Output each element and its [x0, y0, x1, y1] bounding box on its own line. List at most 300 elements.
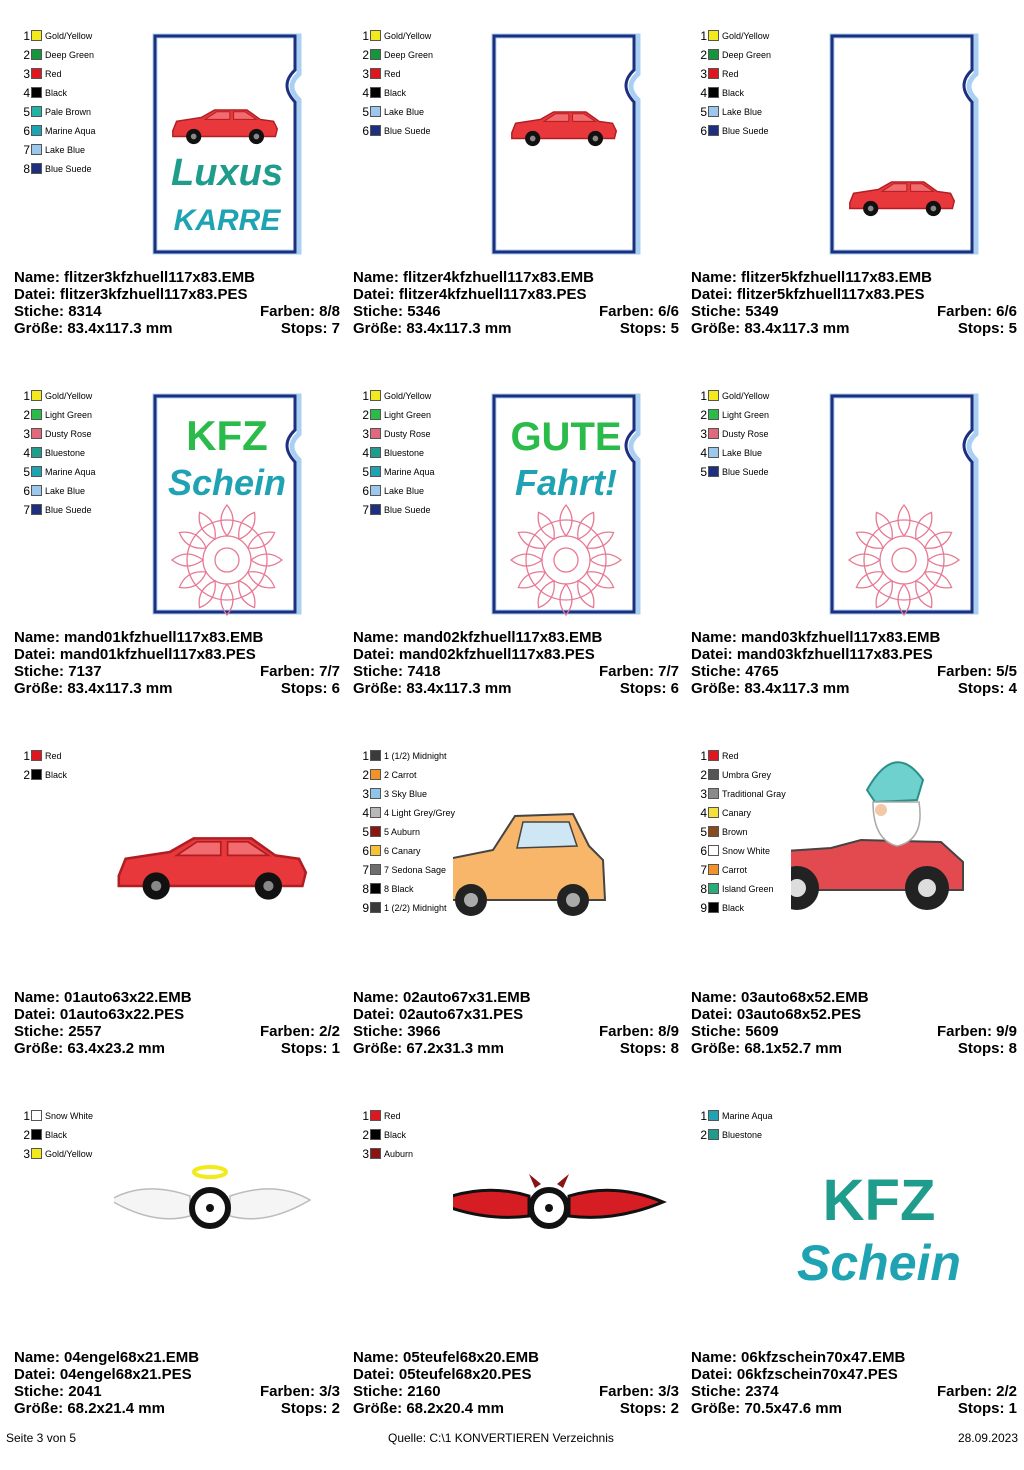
stitches-row: [691, 1023, 1017, 1040]
file-row: [353, 286, 679, 303]
thread-swatch: [370, 409, 381, 420]
size-label: Größe:: [14, 1400, 64, 1417]
design-info: [691, 989, 1017, 1057]
file-row: [691, 1006, 1017, 1023]
file-value: flitzer4kfzhuell117x83.PES: [398, 286, 587, 303]
design-info: [691, 269, 1017, 337]
thread-row: [18, 428, 148, 447]
stitches-value: 5346: [407, 303, 441, 320]
stitches-value: 2557: [68, 1023, 102, 1040]
thread-name: Lake Blue: [45, 145, 86, 155]
thread-swatch: [708, 845, 719, 856]
thread-swatch: [31, 144, 42, 155]
design-card: [353, 30, 691, 390]
thread-name: 2 Carrot: [384, 770, 417, 780]
colors-label: Farben:: [936, 663, 992, 680]
thread-number: 2: [362, 409, 369, 422]
thread-row: [18, 485, 148, 504]
thread-row: [695, 106, 825, 125]
thread-swatch: [370, 788, 381, 799]
stitches-label: Stiche:: [353, 1023, 404, 1040]
svg-text:GUTE: GUTE: [510, 415, 622, 459]
stops-label: Stops:: [619, 680, 667, 697]
thread-number: 4: [700, 807, 707, 820]
file-row: [14, 286, 340, 303]
colors-value: 8/8: [319, 303, 340, 320]
thread-number: 3: [362, 428, 369, 441]
thread-name: Light Green: [722, 410, 770, 420]
thread-name: Gold/Yellow: [45, 31, 93, 41]
thread-number: 2: [23, 769, 30, 782]
design-info: [353, 989, 679, 1057]
thread-row: [18, 447, 148, 466]
thread-name: Marine Aqua: [45, 126, 96, 136]
thread-name: Black: [45, 770, 68, 780]
thread-number: 7: [23, 504, 30, 517]
size-row: [14, 680, 340, 697]
thread-name: Island Green: [722, 884, 774, 894]
thread-swatch: [708, 883, 719, 894]
design-card: [691, 30, 1024, 390]
thread-row: [357, 447, 487, 466]
design-info: [353, 629, 679, 697]
name-label: Name:: [353, 1349, 399, 1366]
thread-name: Lake Blue: [722, 448, 763, 458]
colors-value: 2/2: [996, 1383, 1017, 1400]
design-preview: [478, 30, 653, 260]
thread-swatch: [31, 125, 42, 136]
name-label: Name:: [353, 629, 399, 646]
thread-row: [695, 49, 825, 68]
thread-row: [695, 87, 825, 106]
stops-value: 8: [1008, 1040, 1017, 1057]
thread-swatch: [370, 1129, 381, 1140]
thread-number: 6: [23, 125, 30, 138]
svg-text:Schein: Schein: [167, 462, 287, 503]
thread-swatch: [708, 125, 719, 136]
thread-swatch: [370, 125, 381, 136]
name-row: [353, 989, 679, 1006]
stitches-label: Stiche:: [353, 663, 404, 680]
name-value: mand03kfzhuell117x83.EMB: [741, 629, 941, 646]
stops-value: 8: [670, 1040, 679, 1057]
thread-number: 3: [362, 1148, 369, 1161]
thread-row: [357, 466, 487, 485]
thread-number: 2: [700, 409, 707, 422]
thread-name: 1 (2/2) Midnight: [384, 903, 447, 913]
stitches-value: 2374: [745, 1383, 779, 1400]
thread-swatch: [370, 845, 381, 856]
thread-swatch: [708, 807, 719, 818]
thread-swatch: [708, 30, 719, 41]
name-row: [14, 1349, 340, 1366]
design-card: [691, 390, 1024, 750]
name-row: [691, 989, 1017, 1006]
thread-row: [18, 87, 148, 106]
stitches-row: [691, 1383, 1017, 1400]
colors-value: 8/9: [658, 1023, 679, 1040]
thread-name: Lake Blue: [384, 107, 425, 117]
thread-number: 1: [362, 750, 369, 763]
stops-value: 2: [670, 1400, 679, 1417]
thread-name: Blue Suede: [45, 164, 92, 174]
name-label: Name:: [353, 269, 399, 286]
size-value: 68.1x52.7 mm: [744, 1040, 842, 1057]
thread-swatch: [708, 902, 719, 913]
thread-number: 5: [700, 466, 707, 479]
stitches-row: [353, 663, 679, 680]
thread-swatch: [370, 750, 381, 761]
thread-number: 4: [362, 87, 369, 100]
colors-label: Farben:: [598, 303, 654, 320]
stitches-value: 7418: [407, 663, 441, 680]
colors-field: [937, 1023, 1017, 1040]
thread-row: [18, 390, 148, 409]
thread-name: Auburn: [384, 1149, 414, 1159]
thread-row: [18, 144, 148, 163]
thread-number: 2: [23, 1129, 30, 1142]
thread-number: 1: [23, 30, 30, 43]
svg-text:Luxus: Luxus: [171, 152, 283, 194]
thread-name: Black: [722, 88, 745, 98]
thread-name: Gold/Yellow: [45, 391, 93, 401]
stops-value: 1: [331, 1040, 340, 1057]
thread-number: 4: [700, 87, 707, 100]
file-value: mand01kfzhuell117x83.PES: [59, 646, 256, 663]
colors-label: Farben:: [936, 303, 992, 320]
name-label: Name:: [353, 989, 399, 1006]
thread-swatch: [708, 49, 719, 60]
design-info: [14, 269, 340, 337]
footer-date: 28.09.2023: [957, 1431, 1018, 1445]
colors-value: 7/7: [658, 663, 679, 680]
thread-name: Blue Suede: [722, 467, 769, 477]
thread-swatch: [708, 750, 719, 761]
colors-value: 6/6: [996, 303, 1017, 320]
thread-name: Pale Brown: [45, 107, 92, 117]
design-info: [14, 989, 340, 1057]
name-row: [353, 629, 679, 646]
stops-field: [281, 680, 340, 697]
file-value: 02auto67x31.PES: [398, 1006, 524, 1023]
thread-number: 2: [700, 1129, 707, 1142]
thread-row: [695, 390, 825, 409]
thread-name: Gold/Yellow: [722, 31, 770, 41]
thread-row: [357, 87, 487, 106]
design-card: [353, 750, 691, 1110]
thread-number: 5: [362, 466, 369, 479]
thread-name: Brown: [722, 827, 748, 837]
file-label: Datei:: [353, 1006, 395, 1023]
thread-swatch: [370, 30, 381, 41]
design-preview: [453, 1110, 628, 1340]
thread-row: [695, 466, 825, 485]
file-value: flitzer3kfzhuell117x83.PES: [59, 286, 248, 303]
thread-row: [695, 68, 825, 87]
thread-swatch: [31, 106, 42, 117]
colors-label: Farben:: [259, 663, 315, 680]
thread-number: 8: [23, 163, 30, 176]
stops-label: Stops:: [957, 320, 1005, 337]
colors-value: 5/5: [996, 663, 1017, 680]
thread-swatch: [370, 864, 381, 875]
thread-swatch: [31, 163, 42, 174]
size-row: [353, 1040, 679, 1057]
thread-number: 5: [362, 106, 369, 119]
thread-swatch: [370, 68, 381, 79]
thread-name: 7 Sedona Sage: [384, 865, 447, 875]
colors-label: Farben:: [936, 1023, 992, 1040]
thread-swatch: [31, 390, 42, 401]
design-card: [14, 1110, 352, 1470]
file-row: [14, 646, 340, 663]
colors-field: [260, 1023, 340, 1040]
thread-name: Black: [384, 1130, 407, 1140]
thread-swatch: [31, 1110, 42, 1121]
design-card: [14, 390, 352, 750]
thread-name: 6 Canary: [384, 846, 421, 856]
size-value: 68.2x21.4 mm: [67, 1400, 165, 1417]
size-row: [14, 1040, 340, 1057]
design-preview: [791, 1110, 966, 1340]
thread-number: 6: [362, 485, 369, 498]
thread-number: 8: [362, 883, 369, 896]
colors-value: 7/7: [319, 663, 340, 680]
colors-field: [599, 1383, 679, 1400]
thread-name: Red: [384, 69, 401, 79]
thread-number: 1: [700, 750, 707, 763]
size-value: 83.4x117.3 mm: [406, 320, 512, 337]
name-label: Name:: [691, 1349, 737, 1366]
thread-swatch: [31, 466, 42, 477]
colors-field: [937, 1383, 1017, 1400]
design-info: [691, 629, 1017, 697]
thread-row: [18, 49, 148, 68]
stitches-label: Stiche:: [14, 303, 65, 320]
thread-name: Red: [45, 69, 62, 79]
stitches-value: 4765: [745, 663, 779, 680]
name-row: [14, 989, 340, 1006]
design-card: [353, 1110, 691, 1470]
thread-swatch: [370, 1148, 381, 1159]
thread-swatch: [31, 49, 42, 60]
name-row: [353, 1349, 679, 1366]
stitches-label: Stiche:: [14, 663, 65, 680]
thread-name: Black: [45, 88, 68, 98]
size-label: Größe:: [353, 320, 403, 337]
thread-name: Gold/Yellow: [384, 31, 432, 41]
svg-text:Fahrt!: Fahrt!: [515, 462, 617, 503]
design-preview: [816, 30, 991, 260]
thread-swatch: [370, 902, 381, 913]
thread-row: [18, 125, 148, 144]
thread-number: 3: [700, 68, 707, 81]
size-value: 70.5x47.6 mm: [744, 1400, 842, 1417]
colors-label: Farben:: [936, 1383, 992, 1400]
colors-field: [260, 303, 340, 320]
file-value: flitzer5kfzhuell117x83.PES: [736, 286, 925, 303]
thread-name: Black: [45, 1130, 68, 1140]
design-info: [14, 1349, 340, 1417]
thread-name: Deep Green: [384, 50, 434, 60]
thread-number: 3: [23, 428, 30, 441]
size-row: [691, 680, 1017, 697]
file-row: [14, 1366, 340, 1383]
name-value: 01auto63x22.EMB: [64, 989, 192, 1006]
thread-number: 6: [362, 845, 369, 858]
stops-field: [958, 320, 1017, 337]
file-label: Datei:: [691, 1366, 733, 1383]
file-row: [353, 1366, 679, 1383]
thread-number: 7: [362, 504, 369, 517]
thread-number: 3: [700, 788, 707, 801]
design-preview: [478, 390, 653, 620]
name-row: [353, 269, 679, 286]
thread-number: 2: [362, 49, 369, 62]
design-card: [691, 1110, 1024, 1470]
colors-field: [599, 1023, 679, 1040]
name-row: [691, 629, 1017, 646]
thread-legend: [695, 390, 825, 485]
stops-value: 5: [670, 320, 679, 337]
file-label: Datei:: [353, 646, 395, 663]
svg-text:KFZ: KFZ: [186, 412, 268, 459]
thread-number: 1: [23, 390, 30, 403]
thread-name: Black: [384, 88, 407, 98]
thread-row: [357, 390, 487, 409]
thread-row: [357, 68, 487, 87]
size-value: 83.4x117.3 mm: [744, 320, 850, 337]
file-value: 01auto63x22.PES: [59, 1006, 185, 1023]
name-label: Name:: [14, 629, 60, 646]
file-label: Datei:: [691, 286, 733, 303]
svg-text:KFZ: KFZ: [822, 1168, 936, 1233]
colors-value: 6/6: [658, 303, 679, 320]
thread-name: Bluestone: [384, 448, 425, 458]
thread-number: 2: [362, 1129, 369, 1142]
stops-field: [620, 1040, 679, 1057]
stitches-row: [691, 303, 1017, 320]
thread-swatch: [31, 447, 42, 458]
thread-name: Marine Aqua: [384, 467, 435, 477]
stitches-row: [353, 303, 679, 320]
thread-name: 8 Black: [384, 884, 414, 894]
thread-legend: [695, 30, 825, 144]
thread-name: Dusty Rose: [722, 429, 769, 439]
thread-number: 2: [362, 769, 369, 782]
thread-number: 8: [700, 883, 707, 896]
design-preview: [453, 750, 628, 980]
name-label: Name:: [691, 989, 737, 1006]
thread-swatch: [708, 1129, 719, 1140]
thread-swatch: [370, 485, 381, 496]
thread-swatch: [370, 883, 381, 894]
stops-value: 5: [1008, 320, 1017, 337]
thread-name: Red: [45, 751, 62, 761]
design-preview: [816, 390, 991, 620]
thread-name: Umbra Grey: [722, 770, 772, 780]
thread-number: 2: [23, 409, 30, 422]
thread-name: Dusty Rose: [384, 429, 431, 439]
thread-swatch: [31, 769, 42, 780]
thread-row: [18, 466, 148, 485]
thread-swatch: [31, 428, 42, 439]
colors-value: 3/3: [658, 1383, 679, 1400]
thread-number: 5: [23, 466, 30, 479]
thread-number: 6: [23, 485, 30, 498]
thread-row: [18, 68, 148, 87]
stops-field: [281, 320, 340, 337]
colors-field: [937, 663, 1017, 680]
thread-row: [695, 125, 825, 144]
name-value: mand01kfzhuell117x83.EMB: [64, 629, 264, 646]
footer-source: Quelle: C:\1 KONVERTIEREN Verzeichnis: [388, 1431, 614, 1445]
thread-number: 7: [362, 864, 369, 877]
stitches-row: [353, 1383, 679, 1400]
thread-number: 3: [23, 1148, 30, 1161]
name-value: 06kfzschein70x47.EMB: [741, 1349, 906, 1366]
name-value: 05teufel68x20.EMB: [403, 1349, 539, 1366]
stitches-value: 2041: [68, 1383, 102, 1400]
colors-field: [937, 303, 1017, 320]
size-row: [353, 1400, 679, 1417]
colors-label: Farben:: [598, 1023, 654, 1040]
thread-swatch: [31, 1129, 42, 1140]
stitches-row: [14, 1383, 340, 1400]
size-label: Größe:: [691, 1400, 741, 1417]
thread-name: Bluestone: [45, 448, 86, 458]
design-info: [14, 629, 340, 697]
thread-swatch: [708, 788, 719, 799]
stops-label: Stops:: [619, 1400, 667, 1417]
thread-row: [357, 409, 487, 428]
thread-name: Blue Suede: [722, 126, 769, 136]
stops-field: [958, 1040, 1017, 1057]
thread-name: Deep Green: [45, 50, 95, 60]
thread-row: [18, 504, 148, 523]
thread-number: 1: [23, 1110, 30, 1123]
file-label: Datei:: [691, 646, 733, 663]
file-label: Datei:: [691, 1006, 733, 1023]
size-value: 83.4x117.3 mm: [67, 680, 173, 697]
thread-swatch: [31, 750, 42, 761]
thread-legend: [18, 390, 148, 523]
thread-name: Marine Aqua: [45, 467, 96, 477]
stops-field: [620, 320, 679, 337]
design-preview: [139, 30, 314, 260]
thread-number: 5: [700, 826, 707, 839]
name-value: 03auto68x52.EMB: [741, 989, 869, 1006]
thread-number: 2: [23, 49, 30, 62]
thread-name: 4 Light Grey/Grey: [384, 808, 456, 818]
thread-name: Light Green: [45, 410, 93, 420]
size-value: 63.4x23.2 mm: [67, 1040, 165, 1057]
thread-number: 3: [362, 788, 369, 801]
stitches-label: Stiche:: [691, 303, 742, 320]
file-row: [353, 646, 679, 663]
colors-label: Farben:: [259, 1383, 315, 1400]
thread-swatch: [708, 428, 719, 439]
file-value: 06kfzschein70x47.PES: [736, 1366, 898, 1383]
colors-label: Farben:: [259, 1023, 315, 1040]
stitches-row: [14, 1023, 340, 1040]
file-value: 04engel68x21.PES: [59, 1366, 192, 1383]
thread-swatch: [370, 807, 381, 818]
file-row: [691, 286, 1017, 303]
stops-label: Stops:: [280, 320, 328, 337]
thread-number: 1: [23, 750, 30, 763]
thread-number: 2: [700, 49, 707, 62]
